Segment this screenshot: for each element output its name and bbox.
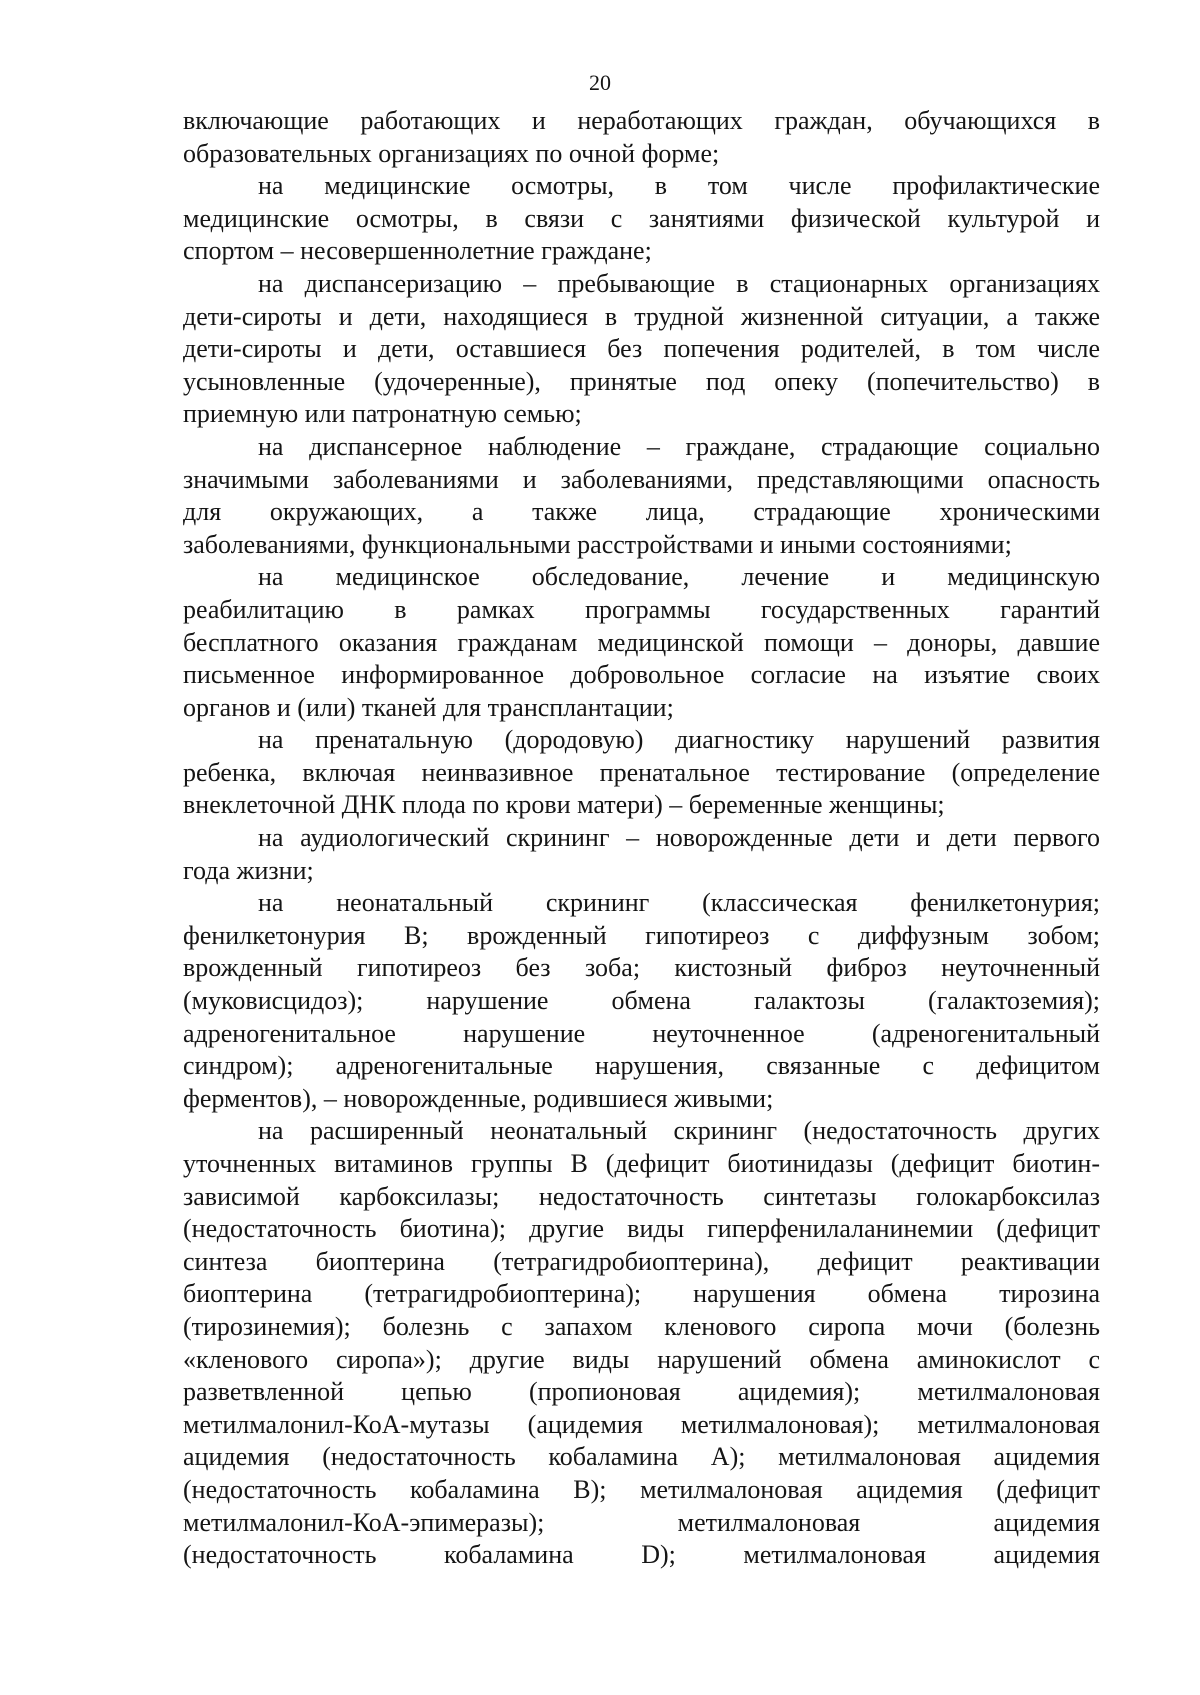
text-line: внеклеточной ДНК плода по крови матери) – беременные женщины;: [183, 790, 945, 820]
text-line: (недостаточность биотина); другие виды гиперфенилаланинемии (дефицит: [183, 1214, 1100, 1244]
text-line: органов и (или) тканей для трансплантации;: [183, 692, 674, 722]
text-line: на расширенный неонатальный скрининг (недостаточность других: [258, 1116, 1100, 1146]
text-line: дети-сироты и дети, находящиеся в трудной жизненной ситуации, а также: [183, 301, 1100, 331]
text-line: заболеваниями, функциональными расстройствами и иными состояниями;: [183, 529, 1012, 559]
text-line: ацидемия (недостаточность кобаламина A); метилмалоновая ацидемия: [183, 1442, 1100, 1472]
text-line: на медицинское обследование, лечение и медицинскую: [258, 562, 1100, 592]
text-line: «кленового сиропа»); другие виды нарушений обмена аминокислот с: [183, 1344, 1100, 1374]
text-line: ферментов), – новорожденные, родившиеся живыми;: [183, 1083, 774, 1113]
text-line: (тирозинемия); болезнь с запахом кленового сиропа мочи (болезнь: [183, 1311, 1100, 1341]
text-line: на пренатальную (дородовую) диагностику нарушений развития: [258, 725, 1100, 755]
text-line: (муковисцидоз); нарушение обмена галактозы (галактоземия);: [183, 986, 1100, 1016]
text-line: метилмалонил-КоА-эпимеразы); метилмалоновая ацидемия: [183, 1507, 1100, 1537]
text-line: приемную или патронатную семью;: [183, 399, 582, 429]
paragraph: [183, 431, 1100, 561]
text-line: зависимой карбоксилазы; недостаточность синтетазы голокарбоксилаз: [183, 1181, 1100, 1211]
text-line: усыновленные (удочеренные), принятые под опеку (попечительство) в: [183, 366, 1100, 396]
text-line: синдром); адреногенитальные нарушения, связанные с дефицитом: [183, 1051, 1100, 1081]
text-line: письменное информированное добровольное согласие на изъятие своих: [183, 660, 1100, 690]
paragraph: [183, 170, 1100, 268]
paragraph: [183, 724, 1100, 822]
text-line: значимыми заболеваниями и заболеваниями, представляющими опасность: [183, 464, 1100, 494]
text-line: метилмалонил-КоА-мутазы (ацидемия метилмалоновая); метилмалоновая: [183, 1409, 1100, 1439]
text-line: (недостаточность кобаламина B); метилмалоновая ацидемия (дефицит: [183, 1474, 1100, 1504]
text-line: на аудиологический скрининг – новорожденные дети и дети первого: [258, 823, 1100, 853]
paragraph: [183, 268, 1100, 431]
text-line: врожденный гипотиреоз без зоба; кистозный фиброз неуточненный: [183, 953, 1100, 983]
text-line: синтеза биоптерина (тетрагидробиоптерина), дефицит реактивации: [183, 1246, 1100, 1276]
document-body: [183, 105, 1100, 1572]
text-line: уточненных витаминов группы B (дефицит биотинидазы (дефицит биотин-: [183, 1149, 1100, 1178]
text-line: разветвленной цепью (пропионовая ацидемия); метилмалоновая: [183, 1377, 1100, 1407]
text-line: медицинские осмотры, в связи с занятиями физической культурой и: [183, 203, 1100, 233]
page-number: 20: [589, 70, 611, 95]
paragraph: [183, 887, 1100, 1115]
text-line: включающие работающих и неработающих граждан, обучающихся в: [183, 106, 1100, 135]
text-line: бесплатного оказания гражданам медицинской помощи – доноры, давшие: [183, 627, 1100, 657]
text-line: года жизни;: [183, 855, 314, 885]
text-line: на неонатальный скрининг (классическая фенилкетонурия;: [258, 888, 1100, 918]
text-line: адреногенитальное нарушение неуточненное (адреногенитальный: [183, 1018, 1100, 1048]
text-line: дети-сироты и дети, оставшиеся без попечения родителей, в том числе: [183, 334, 1100, 364]
text-line: (недостаточность кобаламина D); метилмалоновая ацидемия: [183, 1540, 1100, 1570]
text-line: фенилкетонурия B; врожденный гипотиреоз с диффузным зобом;: [183, 920, 1100, 950]
paragraph: [183, 105, 1100, 170]
text-line: биоптерина (тетрагидробиоптерина); нарушения обмена тирозина: [183, 1279, 1100, 1309]
paragraph: [183, 822, 1100, 887]
text-line: реабилитацию в рамках программы государственных гарантий: [183, 594, 1100, 624]
text-line: на медицинские осмотры, в том числе профилактические: [258, 171, 1100, 201]
text-line: для окружающих, а также лица, страдающие хроническими: [183, 497, 1100, 527]
paragraph: [183, 1115, 1100, 1571]
text-line: спортом – несовершеннолетние граждане;: [183, 236, 652, 266]
text-line: на диспансерное наблюдение – граждане, страдающие социально: [258, 431, 1100, 461]
paragraph: [183, 561, 1100, 724]
text-line: образовательных организациях по очной форме;: [183, 138, 720, 168]
text-line: на диспансеризацию – пребывающие в стационарных организациях: [258, 268, 1100, 298]
text-line: ребенка, включая неинвазивное пренатальное тестирование (определение: [183, 757, 1100, 787]
